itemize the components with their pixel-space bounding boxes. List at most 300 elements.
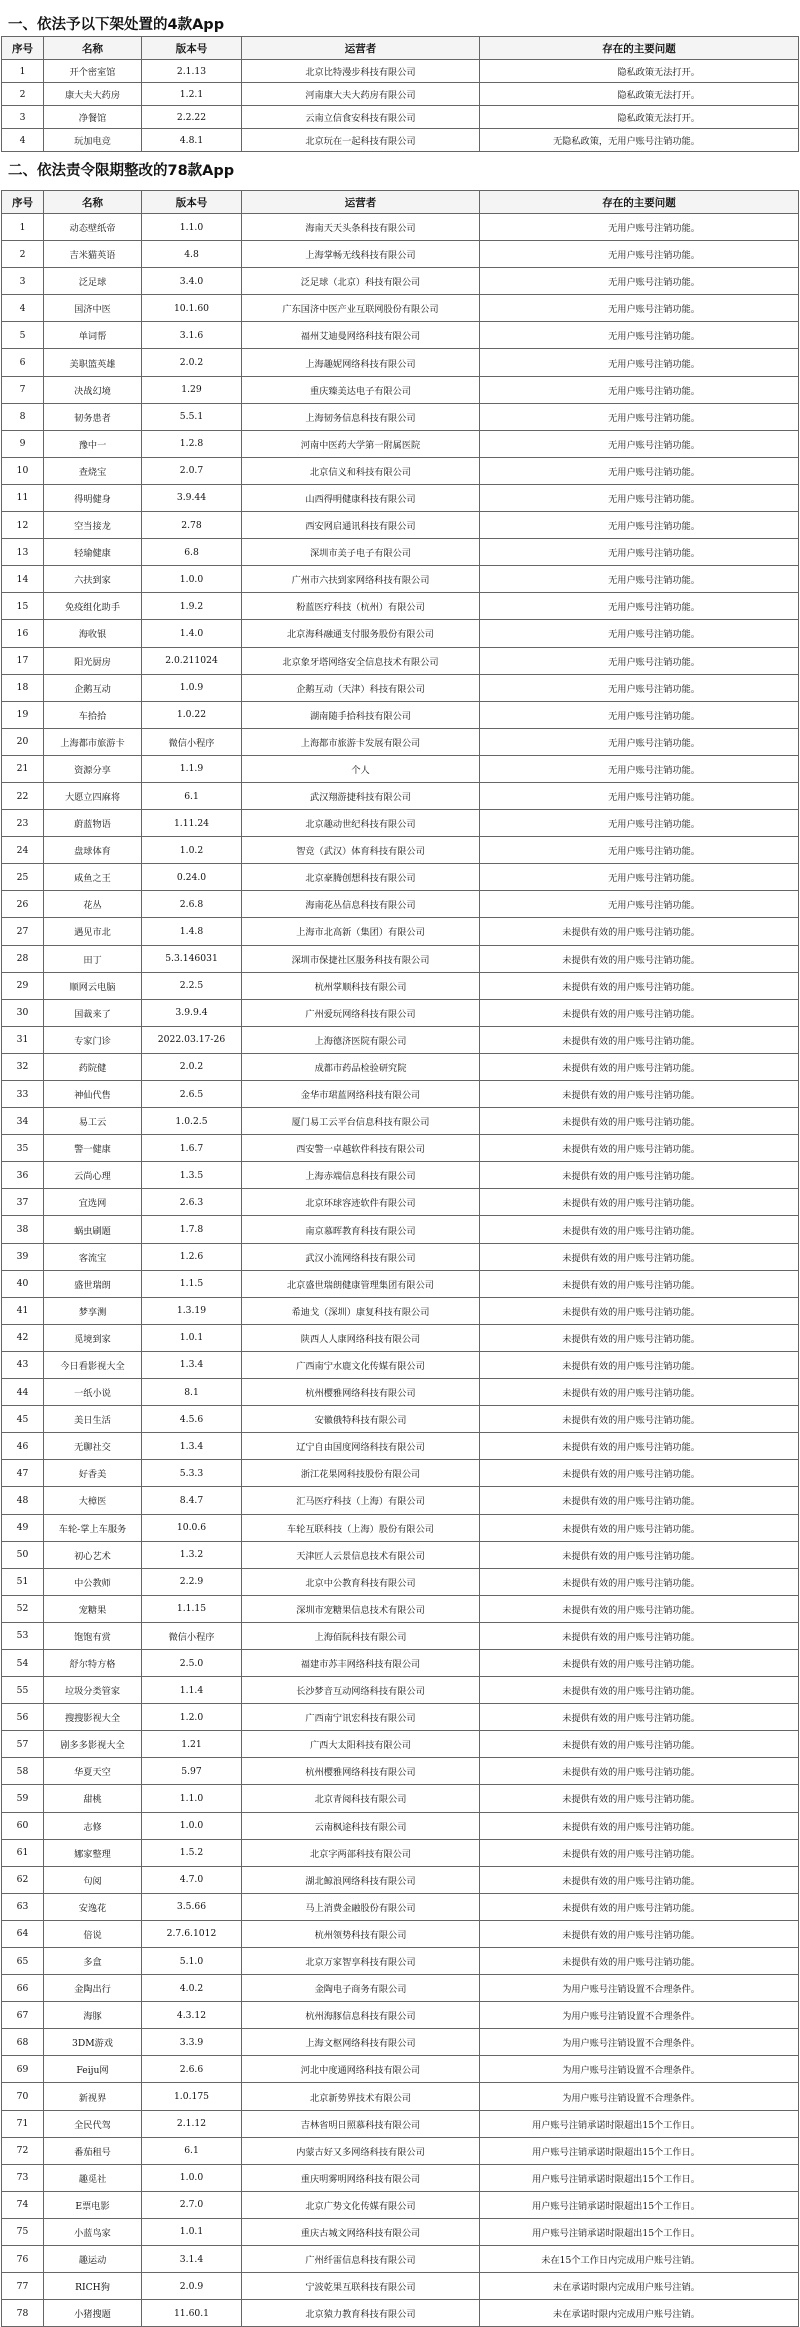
cell-version: 2.6.5 — [142, 1081, 242, 1108]
cell-index: 26 — [2, 891, 44, 918]
cell-app-name: 今日看影视大全 — [44, 1351, 142, 1378]
cell-operator: 上海趣妮网络科技有限公司 — [242, 349, 480, 376]
cell-app-name: 梦享测 — [44, 1297, 142, 1324]
table-row — [2, 755, 799, 782]
cell-index: 65 — [2, 1948, 44, 1975]
cell-issue: 未提供有效的用户账号注销功能。 — [480, 945, 799, 972]
cell-operator: 北京盛世瑞朗健康管理集团有限公司 — [242, 1270, 480, 1297]
table-row — [2, 1351, 799, 1378]
cell-operator: 成都市药品检验研究院 — [242, 1053, 480, 1080]
cell-version: 1.0.1 — [142, 1324, 242, 1351]
cell-version: 2.78 — [142, 512, 242, 539]
cell-version: 11.60.1 — [142, 2300, 242, 2327]
cell-version: 1.3.4 — [142, 1351, 242, 1378]
table-row — [2, 539, 799, 566]
cell-index: 66 — [2, 1975, 44, 2002]
cell-issue: 无用户账号注销功能。 — [480, 755, 799, 782]
cell-operator: 上海市北高新（集团）有限公司 — [242, 918, 480, 945]
cell-issue: 隐私政策无法打开。 — [480, 60, 799, 83]
cell-version: 1.6.7 — [142, 1135, 242, 1162]
cell-index: 71 — [2, 2110, 44, 2137]
table-row — [2, 1866, 799, 1893]
cell-index: 4 — [2, 295, 44, 322]
header-name: 名称 — [44, 37, 142, 60]
cell-app-name: 免疫组化助手 — [44, 593, 142, 620]
cell-issue: 未提供有效的用户账号注销功能。 — [480, 1677, 799, 1704]
cell-index: 13 — [2, 539, 44, 566]
cell-app-name: 单词帮 — [44, 322, 142, 349]
cell-issue: 为用户账号注销设置不合理条件。 — [480, 2002, 799, 2029]
cell-operator: 广东国济中医产业互联网股份有限公司 — [242, 295, 480, 322]
header-index: 序号 — [2, 191, 44, 214]
cell-app-name: 药院健 — [44, 1053, 142, 1080]
cell-version: 1.2.8 — [142, 430, 242, 457]
cell-issue: 未提供有效的用户账号注销功能。 — [480, 1758, 799, 1785]
cell-index: 72 — [2, 2137, 44, 2164]
cell-version: 1.11.24 — [142, 810, 242, 837]
cell-version: 微信小程序 — [142, 1622, 242, 1649]
cell-index: 4 — [2, 129, 44, 152]
cell-issue: 无用户账号注销功能。 — [480, 457, 799, 484]
cell-app-name: E票电影 — [44, 2191, 142, 2218]
table-row — [2, 1026, 799, 1053]
cell-issue: 未提供有效的用户账号注销功能。 — [480, 1866, 799, 1893]
cell-app-name: 觅境到家 — [44, 1324, 142, 1351]
cell-index: 21 — [2, 755, 44, 782]
table-row — [2, 403, 799, 430]
cell-version: 1.1.9 — [142, 755, 242, 782]
table-row — [2, 83, 799, 106]
cell-operator: 杭州海豚信息科技有限公司 — [242, 2002, 480, 2029]
cell-operator: 杭州樱雅网络科技有限公司 — [242, 1379, 480, 1406]
cell-issue: 为用户账号注销设置不合理条件。 — [480, 1975, 799, 2002]
cell-app-name: 查烧宝 — [44, 457, 142, 484]
table-row — [2, 1514, 799, 1541]
cell-version: 1.3.4 — [142, 1433, 242, 1460]
cell-index: 30 — [2, 999, 44, 1026]
table-row — [2, 1216, 799, 1243]
cell-app-name: 大愿立四麻将 — [44, 782, 142, 809]
cell-index: 55 — [2, 1677, 44, 1704]
cell-app-name: 初心艺术 — [44, 1541, 142, 1568]
cell-index: 69 — [2, 2056, 44, 2083]
cell-index: 67 — [2, 2002, 44, 2029]
cell-version: 1.1.0 — [142, 214, 242, 241]
cell-issue: 未提供有效的用户账号注销功能。 — [480, 1189, 799, 1216]
cell-app-name: 空当接龙 — [44, 512, 142, 539]
cell-version: 4.0.2 — [142, 1975, 242, 2002]
cell-version: 10.0.6 — [142, 1514, 242, 1541]
table-row — [2, 1704, 799, 1731]
cell-index: 41 — [2, 1297, 44, 1324]
cell-app-name: 金陶出行 — [44, 1975, 142, 2002]
cell-operator: 泛足球（北京）科技有限公司 — [242, 268, 480, 295]
table-body — [2, 214, 799, 2327]
cell-issue: 为用户账号注销设置不合理条件。 — [480, 2029, 799, 2056]
cell-operator: 西安网启通讯科技有限公司 — [242, 512, 480, 539]
table-row — [2, 1379, 799, 1406]
cell-app-name: 韧务患者 — [44, 403, 142, 430]
table-row — [2, 349, 799, 376]
cell-app-name: 一纸小说 — [44, 1379, 142, 1406]
table-row — [2, 2002, 799, 2029]
cell-version: 1.1.0 — [142, 1785, 242, 1812]
cell-operator: 重庆臻美达电子有限公司 — [242, 376, 480, 403]
cell-operator: 云南立信食安科技有限公司 — [242, 106, 480, 129]
cell-version: 1.7.8 — [142, 1216, 242, 1243]
cell-operator: 粉蓝医疗科技（杭州）有限公司 — [242, 593, 480, 620]
cell-version: 2.6.6 — [142, 2056, 242, 2083]
table-row — [2, 241, 799, 268]
cell-issue: 未在承诺时限内完成用户账号注销。 — [480, 2273, 799, 2300]
table-row — [2, 430, 799, 457]
cell-index: 22 — [2, 782, 44, 809]
header-name: 名称 — [44, 191, 142, 214]
table-row — [2, 1595, 799, 1622]
cell-operator: 企鹅互动（天津）科技有限公司 — [242, 674, 480, 701]
cell-index: 19 — [2, 701, 44, 728]
cell-app-name: 趣觅社 — [44, 2164, 142, 2191]
table-row — [2, 1975, 799, 2002]
cell-version: 2.7.6.1012 — [142, 1920, 242, 1947]
cell-app-name: 海收银 — [44, 620, 142, 647]
cell-issue: 无用户账号注销功能。 — [480, 864, 799, 891]
cell-issue: 无用户账号注销功能。 — [480, 241, 799, 268]
cell-index: 51 — [2, 1568, 44, 1595]
cell-operator: 上海文枢网络科技有限公司 — [242, 2029, 480, 2056]
cell-version: 4.3.12 — [142, 2002, 242, 2029]
cell-index: 78 — [2, 2300, 44, 2327]
cell-operator: 内蒙古好又多网络科技有限公司 — [242, 2137, 480, 2164]
table-row — [2, 728, 799, 755]
cell-version: 1.3.5 — [142, 1162, 242, 1189]
cell-version: 1.1.4 — [142, 1677, 242, 1704]
cell-version: 2.0.2 — [142, 1053, 242, 1080]
cell-operator: 广西大太阳科技有限公司 — [242, 1731, 480, 1758]
cell-app-name: 花丛 — [44, 891, 142, 918]
cell-app-name: 轻瑜健康 — [44, 539, 142, 566]
cell-operator: 马上消费金融股份有限公司 — [242, 1893, 480, 1920]
cell-issue: 无用户账号注销功能。 — [480, 701, 799, 728]
table-row — [2, 2246, 799, 2273]
table-row — [2, 2218, 799, 2245]
cell-issue: 无用户账号注销功能。 — [480, 376, 799, 403]
cell-operator: 安徽俄特科技有限公司 — [242, 1406, 480, 1433]
cell-operator: 北京豪腾创想科技有限公司 — [242, 864, 480, 891]
cell-issue: 隐私政策无法打开。 — [480, 83, 799, 106]
cell-issue: 无用户账号注销功能。 — [480, 430, 799, 457]
cell-issue: 未提供有效的用户账号注销功能。 — [480, 999, 799, 1026]
cell-version: 2.0.211024 — [142, 647, 242, 674]
cell-issue: 未提供有效的用户账号注销功能。 — [480, 1731, 799, 1758]
cell-index: 1 — [2, 60, 44, 83]
table-row — [2, 1812, 799, 1839]
cell-index: 33 — [2, 1081, 44, 1108]
cell-version: 3.3.9 — [142, 2029, 242, 2056]
cell-issue: 未提供有效的用户账号注销功能。 — [480, 1541, 799, 1568]
table-row — [2, 620, 799, 647]
cell-index: 40 — [2, 1270, 44, 1297]
cell-version: 2.2.5 — [142, 972, 242, 999]
cell-version: 2.2.9 — [142, 1568, 242, 1595]
cell-index: 10 — [2, 457, 44, 484]
cell-index: 53 — [2, 1622, 44, 1649]
cell-issue: 未提供有效的用户账号注销功能。 — [480, 1162, 799, 1189]
cell-app-name: 盘球体育 — [44, 837, 142, 864]
cell-index: 48 — [2, 1487, 44, 1514]
cell-app-name: 无聊社交 — [44, 1433, 142, 1460]
cell-app-name: Feiju网 — [44, 2056, 142, 2083]
cell-issue: 未提供有效的用户账号注销功能。 — [480, 1243, 799, 1270]
cell-issue: 无用户账号注销功能。 — [480, 295, 799, 322]
cell-index: 27 — [2, 918, 44, 945]
table-row — [2, 2191, 799, 2218]
cell-issue: 用户账号注销承诺时限超出15个工作日。 — [480, 2164, 799, 2191]
cell-index: 20 — [2, 728, 44, 755]
table-body — [2, 60, 799, 152]
cell-operator: 深圳市保捷社区服务科技有限公司 — [242, 945, 480, 972]
cell-index: 63 — [2, 1893, 44, 1920]
cell-operator: 北京中公教育科技有限公司 — [242, 1568, 480, 1595]
cell-operator: 汇马医疗科技（上海）有限公司 — [242, 1487, 480, 1514]
cell-app-name: 神仙代售 — [44, 1081, 142, 1108]
cell-app-name: 动态壁纸帝 — [44, 214, 142, 241]
table-row — [2, 2029, 799, 2056]
table-row — [2, 129, 799, 152]
table-row — [2, 1324, 799, 1351]
cell-operator: 广州爱玩网络科技有限公司 — [242, 999, 480, 1026]
cell-index: 3 — [2, 106, 44, 129]
section-removed-apps — [0, 0, 800, 152]
table-row — [2, 457, 799, 484]
table-row — [2, 1731, 799, 1758]
cell-operator: 河南中医药大学第一附属医院 — [242, 430, 480, 457]
header-index: 序号 — [2, 37, 44, 60]
cell-operator: 杭州掌顺科技有限公司 — [242, 972, 480, 999]
cell-index: 49 — [2, 1514, 44, 1541]
cell-operator: 上海德济医院有限公司 — [242, 1026, 480, 1053]
cell-issue: 无用户账号注销功能。 — [480, 728, 799, 755]
cell-operator: 北京趣动世纪科技有限公司 — [242, 810, 480, 837]
cell-index: 16 — [2, 620, 44, 647]
cell-operator: 广州纤雷信息科技有限公司 — [242, 2246, 480, 2273]
cell-version: 4.8 — [142, 241, 242, 268]
cell-version: 2.1.12 — [142, 2110, 242, 2137]
cell-app-name: 云尚心理 — [44, 1162, 142, 1189]
table-row — [2, 2083, 799, 2110]
cell-issue: 未提供有效的用户账号注销功能。 — [480, 1460, 799, 1487]
cell-version: 2.0.2 — [142, 349, 242, 376]
cell-app-name: 豫中一 — [44, 430, 142, 457]
cell-operator: 山西得明健康科技有限公司 — [242, 484, 480, 511]
cell-version: 微信小程序 — [142, 728, 242, 755]
table-row — [2, 1162, 799, 1189]
cell-app-name: 咸鱼之王 — [44, 864, 142, 891]
table-row — [2, 1270, 799, 1297]
cell-app-name: 舒尔特方格 — [44, 1649, 142, 1676]
cell-app-name: 新视界 — [44, 2083, 142, 2110]
cell-operator: 北京信义和科技有限公司 — [242, 457, 480, 484]
cell-version: 3.5.66 — [142, 1893, 242, 1920]
cell-app-name: 客流宝 — [44, 1243, 142, 1270]
cell-version: 2.0.7 — [142, 457, 242, 484]
cell-operator: 广州市六扶到家网络科技有限公司 — [242, 566, 480, 593]
cell-index: 62 — [2, 1866, 44, 1893]
cell-app-name: 海豚 — [44, 2002, 142, 2029]
cell-app-name: 大樟医 — [44, 1487, 142, 1514]
cell-version: 5.97 — [142, 1758, 242, 1785]
header-operator: 运营者 — [242, 37, 480, 60]
table-row — [2, 376, 799, 403]
cell-index: 28 — [2, 945, 44, 972]
cell-index: 50 — [2, 1541, 44, 1568]
cell-issue: 隐私政策无法打开。 — [480, 106, 799, 129]
cell-issue: 用户账号注销承诺时限超出15个工作日。 — [480, 2191, 799, 2218]
cell-app-name: 华夏天空 — [44, 1758, 142, 1785]
cell-app-name: 3DM游戏 — [44, 2029, 142, 2056]
cell-version: 1.3.19 — [142, 1297, 242, 1324]
cell-issue: 无用户账号注销功能。 — [480, 214, 799, 241]
cell-index: 23 — [2, 810, 44, 837]
table-row — [2, 972, 799, 999]
cell-issue: 无用户账号注销功能。 — [480, 891, 799, 918]
cell-app-name: 六扶到家 — [44, 566, 142, 593]
cell-index: 37 — [2, 1189, 44, 1216]
cell-index: 24 — [2, 837, 44, 864]
cell-operator: 北京广势文化传媒有限公司 — [242, 2191, 480, 2218]
cell-index: 75 — [2, 2218, 44, 2245]
cell-operator: 武汉小流网络科技有限公司 — [242, 1243, 480, 1270]
cell-app-name: 决战幻境 — [44, 376, 142, 403]
table-row — [2, 214, 799, 241]
cell-version: 5.3.3 — [142, 1460, 242, 1487]
table-row — [2, 1622, 799, 1649]
cell-app-name: 遇见市北 — [44, 918, 142, 945]
table-row — [2, 268, 799, 295]
table-row — [2, 593, 799, 620]
cell-index: 6 — [2, 349, 44, 376]
cell-app-name: 玩加电竞 — [44, 129, 142, 152]
cell-operator: 北京比特漫步科技有限公司 — [242, 60, 480, 83]
cell-app-name: 企鹅互动 — [44, 674, 142, 701]
table-row — [2, 322, 799, 349]
cell-app-name: 志修 — [44, 1812, 142, 1839]
cell-index: 64 — [2, 1920, 44, 1947]
table-row — [2, 891, 799, 918]
cell-version: 1.9.2 — [142, 593, 242, 620]
table-row — [2, 1758, 799, 1785]
table-row — [2, 1948, 799, 1975]
cell-version: 1.0.1 — [142, 2218, 242, 2245]
cell-issue: 未提供有效的用户账号注销功能。 — [480, 1379, 799, 1406]
cell-index: 2 — [2, 83, 44, 106]
cell-issue: 无用户账号注销功能。 — [480, 403, 799, 430]
cell-index: 29 — [2, 972, 44, 999]
cell-operator: 北京万家智享科技有限公司 — [242, 1948, 480, 1975]
cell-issue: 未在15个工作日内完成用户账号注销。 — [480, 2246, 799, 2273]
table-row — [2, 1839, 799, 1866]
cell-issue: 无用户账号注销功能。 — [480, 782, 799, 809]
cell-index: 52 — [2, 1595, 44, 1622]
cell-version: 1.0.0 — [142, 566, 242, 593]
cell-issue: 无用户账号注销功能。 — [480, 810, 799, 837]
cell-app-name: 美职篮英雄 — [44, 349, 142, 376]
cell-operator: 重庆古城文网络科技有限公司 — [242, 2218, 480, 2245]
cell-operator: 福建市苏丰网络科技有限公司 — [242, 1649, 480, 1676]
table-row — [2, 1893, 799, 1920]
table-row — [2, 782, 799, 809]
cell-version: 3.1.6 — [142, 322, 242, 349]
cell-operator: 智竞（武汉）体育科技有限公司 — [242, 837, 480, 864]
cell-app-name: 搜搜影视大全 — [44, 1704, 142, 1731]
cell-index: 70 — [2, 2083, 44, 2110]
cell-issue: 未提供有效的用户账号注销功能。 — [480, 1406, 799, 1433]
table-row — [2, 566, 799, 593]
cell-issue: 未提供有效的用户账号注销功能。 — [480, 1216, 799, 1243]
cell-issue: 未提供有效的用户账号注销功能。 — [480, 1649, 799, 1676]
cell-issue: 未提供有效的用户账号注销功能。 — [480, 1839, 799, 1866]
cell-operator: 天津匠人云景信息技术有限公司 — [242, 1541, 480, 1568]
cell-operator: 宁波乾果互联科技有限公司 — [242, 2273, 480, 2300]
table-row — [2, 2137, 799, 2164]
cell-operator: 金陶电子商务有限公司 — [242, 1975, 480, 2002]
cell-issue: 未提供有效的用户账号注销功能。 — [480, 1514, 799, 1541]
cell-app-name: 盛世瑞朗 — [44, 1270, 142, 1297]
table-row — [2, 945, 799, 972]
cell-index: 57 — [2, 1731, 44, 1758]
cell-operator: 北京环球容迹软件有限公司 — [242, 1189, 480, 1216]
cell-operator: 上海赤端信息科技有限公司 — [242, 1162, 480, 1189]
cell-index: 45 — [2, 1406, 44, 1433]
cell-operator: 深圳市美子电子有限公司 — [242, 539, 480, 566]
cell-version: 5.5.1 — [142, 403, 242, 430]
cell-index: 74 — [2, 2191, 44, 2218]
header-version: 版本号 — [142, 37, 242, 60]
cell-app-name: 吉米猫英语 — [44, 241, 142, 268]
cell-operator: 吉林省明日照慕科技有限公司 — [242, 2110, 480, 2137]
cell-index: 8 — [2, 403, 44, 430]
cell-issue: 未提供有效的用户账号注销功能。 — [480, 1704, 799, 1731]
cell-issue: 无用户账号注销功能。 — [480, 268, 799, 295]
cell-issue: 未提供有效的用户账号注销功能。 — [480, 1487, 799, 1514]
cell-version: 1.0.2 — [142, 837, 242, 864]
cell-index: 17 — [2, 647, 44, 674]
table-row — [2, 674, 799, 701]
cell-app-name: 番茄租号 — [44, 2137, 142, 2164]
cell-issue: 为用户账号注销设置不合理条件。 — [480, 2083, 799, 2110]
cell-index: 44 — [2, 1379, 44, 1406]
cell-issue: 未提供有效的用户账号注销功能。 — [480, 1351, 799, 1378]
cell-version: 1.0.22 — [142, 701, 242, 728]
header-issue: 存在的主要问题 — [480, 191, 799, 214]
cell-issue: 无用户账号注销功能。 — [480, 647, 799, 674]
cell-index: 60 — [2, 1812, 44, 1839]
cell-index: 36 — [2, 1162, 44, 1189]
cell-operator: 辽宁自由国度网络科技有限公司 — [242, 1433, 480, 1460]
cell-index: 32 — [2, 1053, 44, 1080]
cell-operator: 陕西人人康网络科技有限公司 — [242, 1324, 480, 1351]
cell-index: 43 — [2, 1351, 44, 1378]
cell-issue: 未提供有效的用户账号注销功能。 — [480, 1324, 799, 1351]
table-row — [2, 1135, 799, 1162]
cell-issue: 无用户账号注销功能。 — [480, 512, 799, 539]
cell-app-name: RICH狗 — [44, 2273, 142, 2300]
cell-app-name: 多盒 — [44, 1948, 142, 1975]
cell-version: 2.5.0 — [142, 1649, 242, 1676]
cell-app-name: 上海都市旅游卡 — [44, 728, 142, 755]
cell-app-name: 顺网云电脑 — [44, 972, 142, 999]
cell-index: 35 — [2, 1135, 44, 1162]
